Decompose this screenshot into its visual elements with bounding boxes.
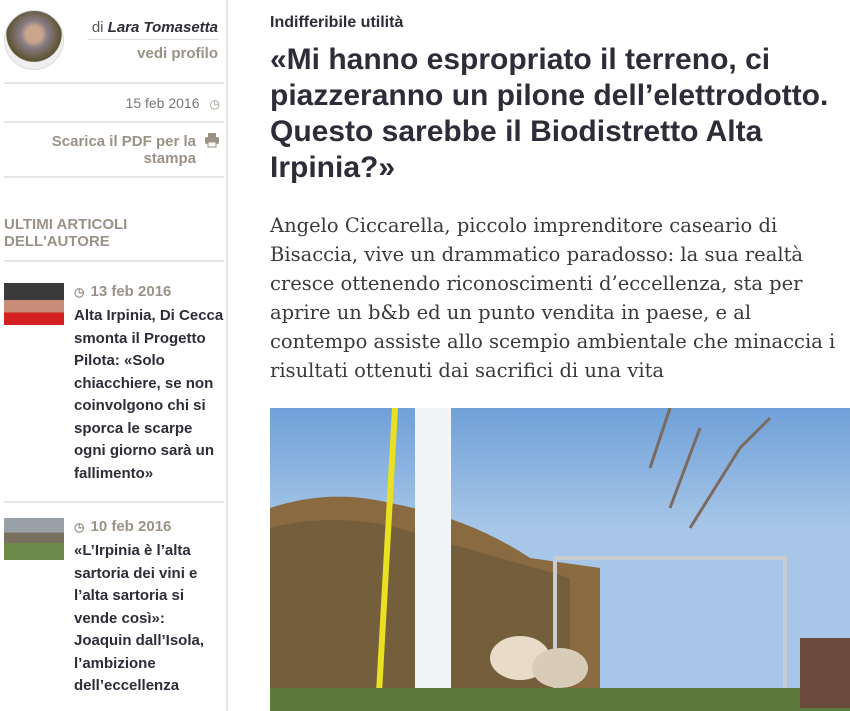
clock-icon: ◷: [209, 97, 220, 111]
photo-illustration: [270, 408, 850, 711]
clock-icon: ◷: [74, 285, 85, 299]
article-lead: Angelo Ciccarella, piccolo imprenditore caseario di Bisaccia, vive un drammatico paradosso: la sua realtà cresce ottenendo riconoscimenti d’eccellenza, sta per aprire un b&b ed un punto vendita in paese, e al contempo assiste allo scempio ambientale che minaccia i risultati ottenuti dai sacrifici di una vita: [270, 214, 836, 382]
article-title-link[interactable]: Alta Irpinia, Di Cecca smonta il Progetto Pilota: «Solo chiacchiere, se non coinvolgono chi si sporca le scarpe ogni giorno sarà un fallimento»: [74, 307, 224, 482]
article-title: «Mi hanno espropriato il terreno, ci piazzeranno un pilone dell’elettrodotto. Questo sarebbe il Biodistretto Alta Irpinia?»: [270, 43, 829, 184]
author-avatar[interactable]: [4, 10, 64, 70]
publish-date: 15 feb 2016 ◷: [4, 86, 224, 123]
divider: [4, 501, 224, 503]
sidebar: [0, 0, 228, 711]
article-photo: [270, 408, 850, 711]
printer-icon[interactable]: [204, 132, 220, 148]
download-pdf-link[interactable]: Scarica il PDF per la stampa: [4, 123, 224, 178]
article-thumbnail[interactable]: [4, 283, 64, 325]
view-profile-link[interactable]: vedi profilo: [137, 45, 218, 62]
author-box: [4, 8, 224, 84]
author-name[interactable]: Lara Tomasetta: [107, 19, 218, 36]
article-date: ◷ 13 feb 2016: [74, 283, 172, 300]
article-thumbnail[interactable]: [4, 518, 64, 560]
author-articles-heading: ULTIMI ARTICOLI DELL'AUTORE: [4, 216, 128, 250]
author-byline: di Lara Tomasetta: [88, 19, 218, 40]
article-kicker: Indifferibile utilità: [270, 14, 404, 31]
article-date: ◷ 10 feb 2016: [74, 518, 172, 535]
clock-icon: ◷: [74, 520, 85, 534]
article-title-link[interactable]: «L’Irpinia è l’alta sartoria dei vini e l’alta sartoria si vende così»: Joaquin dall’Isola, l’ambizione dell’eccellenza: [74, 542, 205, 694]
divider: [4, 260, 224, 262]
